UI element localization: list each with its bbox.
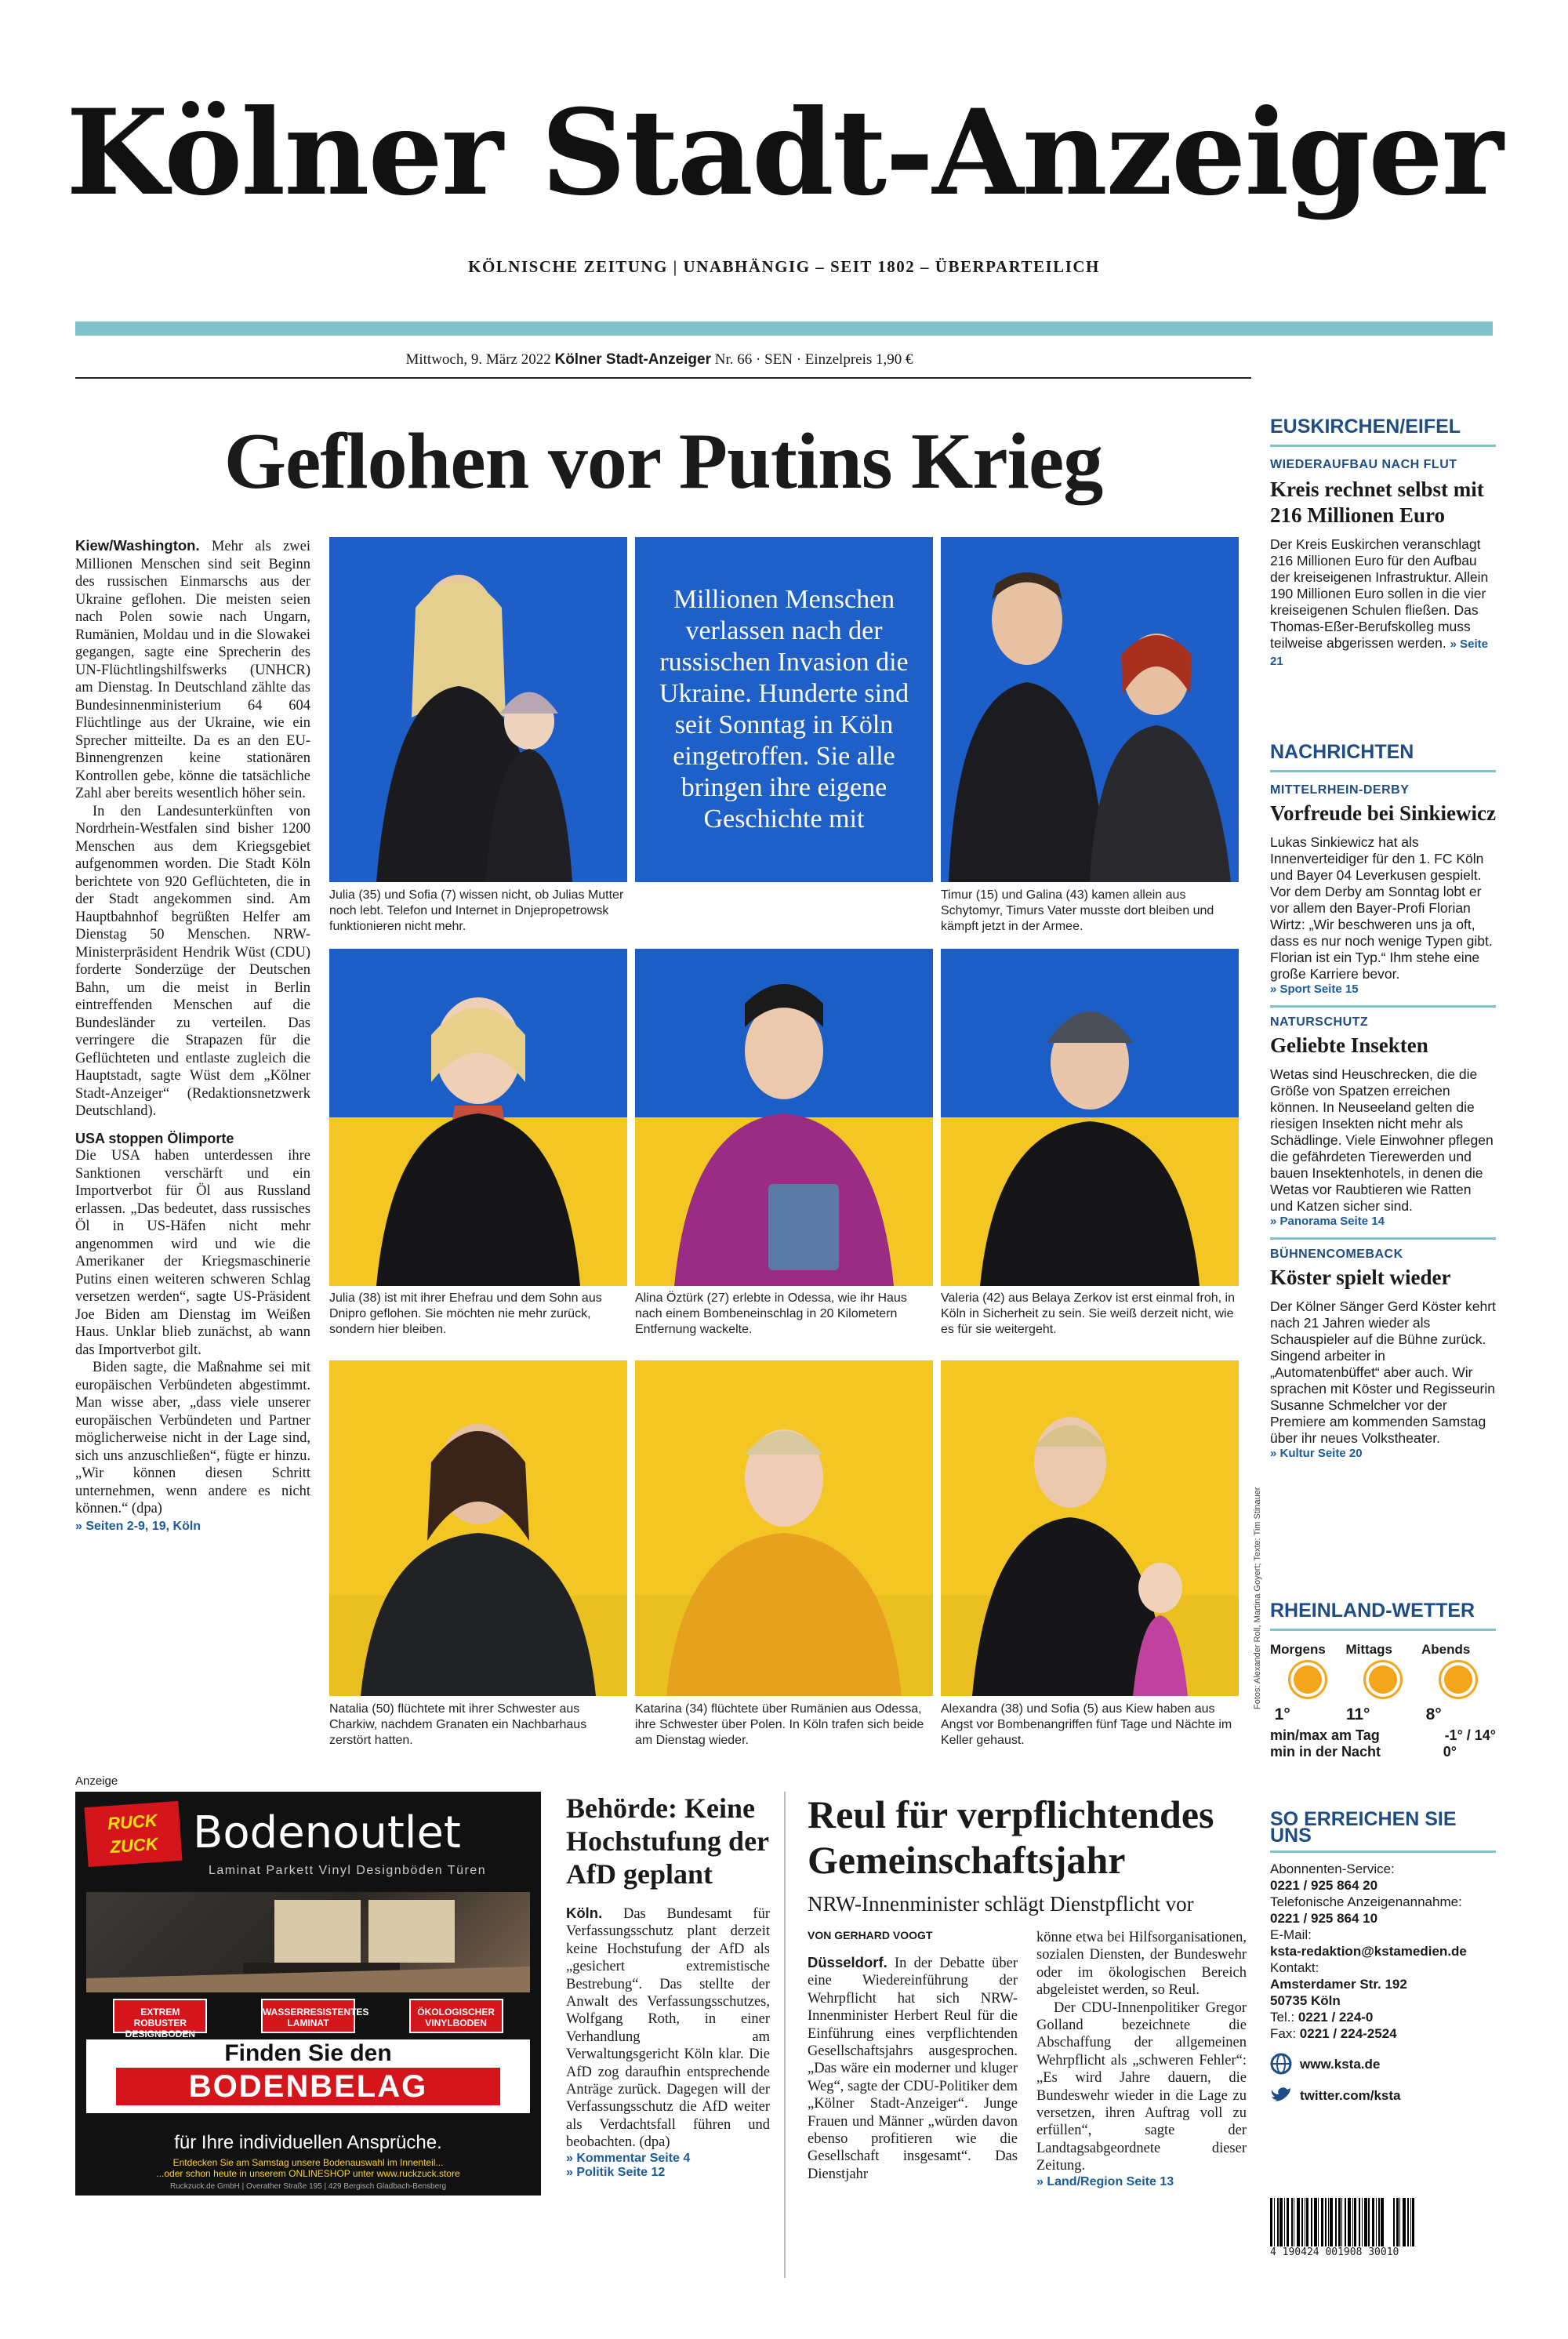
issue-date: Mittwoch, 9. März 2022: [405, 351, 551, 368]
ad-cta: [75, 2041, 541, 2105]
refugee-portrait-icon: [329, 949, 627, 1286]
email-label: E-Mail:: [1270, 1927, 1312, 1942]
lead-paragraph-1: Kiew/Washington. Mehr als zwei Millionen Menschen sind seit Beginn des russischen Einmarschs aus der Ukraine geflohen. Die meisten seien nach Polen sowie nach Ungarn, Rumänien, Moldau und in die Slowakei gegangen, sagte eine Sprecherin des UN-Flüchtlingshilfswerks (UNHCR) am Dienstag. In Deutschland zählte das Bundesinnenministerium 64 604 Flüchtlinge aus der Ukraine, wie ein Sprecher mitteilte. Da es an den EU-Binnengrenzen keine stationären Kontrollen gebe, könne die tatsächliche Zahl aber bereits wesentlich höher sein.: [75, 537, 311, 801]
ad-footer-line2[interactable]: ...oder schon heute in unserem ONLINESHOP unter www.ruckzuck.store: [156, 2168, 460, 2179]
reul-body-2: könne etwa bei Hilfsorganisationen, sozialen Diensten, der Bundeswehr oder im ökologischen Bereich abgeleistet werden, so Reul.: [1036, 1930, 1247, 1999]
lead-dateline: Kiew/Washington.: [75, 537, 200, 554]
weather-evening: [1421, 1642, 1496, 1724]
weather-night-value: 0°: [1443, 1744, 1457, 1760]
lead-paragraph-3: Die USA haben unterdessen ihre Sanktionen verschärft und ein Importverbot für Öl aus Russland erlassen. „Das bedeutet, dass russisches Öl in US-Häfen nicht mehr angenommen wird und wie die Amerikaner der Kriegsmaschinerie Putins einen weiteren schweren Schlag versetzen werden“, sagte US-Präsident Joe Biden am Dienstag im Weißen Haus. Unklar blieb zunächst, ab wann das Importverbot gilt.: [75, 1148, 310, 1358]
body-derby: Lukas Sinkiewicz hat als Innenverteidiger für den 1. FC Köln und Bayer 04 Leverkusen gespielt. Vor dem Derby am Sonntag lobt er vor allem den Bayer-Profi Florian Wirtz: „Wir beschweren uns ja oft, dass es nur noch wenige Typen gibt. Florian ist ein Typ.“ Ihm stehe eine große Karriere bevor.: [1270, 834, 1493, 982]
weather-label: Abends: [1421, 1642, 1471, 1657]
ref-naturschutz[interactable]: » Panorama Seite 14: [1270, 1215, 1385, 1228]
refugee-portrait-icon: [941, 1360, 1239, 1696]
city: 50735 Köln: [1270, 1993, 1341, 2008]
ad-badges: [86, 1999, 530, 2039]
caption-1: Julia (35) und Sofia (7) wissen nicht, ob Julias Mutter noch lebt. Telefon und Internet in Dnjepropetrowsk funktionieren nicht mehr.: [329, 888, 624, 933]
afd-ref-1[interactable]: » Kommentar Seite 4: [566, 2151, 691, 2165]
weather-temp: 1°: [1274, 1705, 1290, 1723]
photo-intro-box: Millionen Menschen verlassen nach der russischen Invasion die Ukraine. Hunderte sind seit Sonntag in Köln eingetroffen. Sie alle bringen ihre eigene Geschichte mit: [635, 537, 933, 882]
weather-noon: [1345, 1642, 1420, 1724]
weather-label: Mittags: [1345, 1642, 1392, 1657]
lead-headline: Geflohen vor Putins Krieg: [223, 417, 1103, 506]
ad-footer-line1: Entdecken Sie am Samstag unsere Bodenauswahl im Innenteil...: [172, 2157, 444, 2168]
ad-cta-line3-text: für Ihre individuellen Ansprüche.: [174, 2132, 442, 2153]
bodenoutlet-ad[interactable]: [75, 1792, 541, 2129]
barcode-number: 4 190424 001908 30010: [1270, 2246, 1399, 2258]
photo-timur-galina: [941, 537, 1239, 882]
divider: [1270, 1005, 1496, 1008]
ref-buehne[interactable]: » Kultur Seite 20: [1270, 1447, 1363, 1460]
title-flut: Kreis rechnet selbst mit 216 Millionen Euro: [1270, 478, 1484, 527]
section-head-nachrichten[interactable]: NACHRICHTEN: [1270, 741, 1496, 772]
subscriber-phone[interactable]: 0221 / 925 864 20: [1270, 1878, 1378, 1893]
reul-columns: [808, 1929, 1247, 2189]
reul-column-1: [808, 1929, 1018, 2189]
reul-body-1: Düsseldorf. In der Debatte über eine Wiedereinführung der Wehrpflicht hat sich NRW-Innenminister Herbert Reul für die Einführung eines verpflichtenden Gesellschaftsjahrs ausgesprochen. „Das wäre ein moderner und kluger Weg“, sagte der CDU-Politiker dem „Kölner Stadt-Anzeiger“. Junge Frauen und Männer „würden davon ebenso profitieren wie die Gesellschaft insgesamt“. Das Dienstjahr: [808, 1954, 1018, 2182]
ad-cta-line1: Finden Sie den: [224, 2040, 392, 2066]
lead-page-ref[interactable]: » Seiten 2-9, 19, Köln: [75, 1519, 201, 1533]
weather-minmax-label: min/max am Tag: [1270, 1727, 1380, 1743]
caption-5: Valeria (42) aus Belaya Zerkov ist erst einmal froh, in Köln in Sicherheit zu sein. Sie weiß derzeit nicht, wie es für sie weitergeht.: [941, 1291, 1235, 1336]
ref-derby[interactable]: » Sport Seite 15: [1270, 982, 1359, 996]
ad-subline: Laminat Parkett Vinyl Designböden Türen: [209, 1864, 487, 1877]
kicker-naturschutz: NATURSCHUTZ: [1270, 1015, 1369, 1029]
fax-line: Fax: 0221 / 224-2524: [1270, 2026, 1397, 2041]
ad-logo: RUCK ZUCK: [84, 1801, 182, 1867]
refugee-portrait-icon: [941, 949, 1239, 1286]
caption-2: Timur (15) und Galina (43) kamen allein aus Schytomyr, Timurs Vater musste dort bleiben und kämpft jetzt in der Armee.: [941, 888, 1214, 933]
interior-room-icon: [86, 1892, 530, 1992]
twitter-bird-icon: [1270, 2086, 1292, 2105]
ad-footer-line3: Ruckzuck.de GmbH | Overather Straße 195 | 429 Bergisch Gladbach-Bensberg: [169, 2182, 447, 2191]
reul-body-3: Der CDU-Innenpolitiker Gregor Golland bezeichnete die Abschaffung der allgemeinen Wehrpflicht als „schweren Fehler“: „Es wird Jahre dauern, die Bundeswehr wieder in die Lage zu versetzen, ihren Auftrag voll zu erfüllen“, sagte der Landtagsabgeordnete dieser Zeitung.: [1036, 1999, 1247, 2174]
body-flut: Der Kreis Euskirchen veranschlagt 216 Millionen Euro für den Aufbau der kreiseigenen Infrastruktur. Allein 190 Millionen Euro sollen in die vier kreiseigenen Schulen fließen. Das Thomas-Eßer-Berufskolleg muss teilweise abgerissen werden. » Seite 21: [1270, 536, 1489, 668]
masthead-rule: [75, 321, 1493, 336]
ad-badge: WASSERRESISTENTES LAMINAT: [261, 1999, 355, 2033]
body-buehne: Der Kölner Sänger Gerd Köster kehrt nach 21 Jahren wieder als Schauspieler auf die Bühne zurück. Singend arbeiter in „Automatenbüffet“ aber auch. Wir sprachen mit Köster und Regisseurin Susanne Schmelcher vor der Premiere am kommenden Samstag über ihr neues Volkstheater.: [1270, 1298, 1496, 1446]
dateline: [75, 351, 1243, 369]
photo-julia-38: [329, 949, 627, 1286]
refugee-portrait-icon: [329, 1360, 627, 1696]
refugee-portrait-icon: [635, 949, 933, 1286]
twitter-link[interactable]: twitter.com/ksta: [1270, 2086, 1496, 2105]
weather-night-label: min in der Nacht: [1270, 1744, 1381, 1760]
sun-icon: [1369, 1665, 1397, 1694]
weather-night: [1270, 1744, 1496, 1760]
caption-8: Alexandra (38) und Sofia (5) aus Kiew haben aus Angst vor Bombenangriffen fünf Tage und Nächte im Keller gehaust.: [941, 1702, 1232, 1747]
reul-headline: Reul für verpflichtendes Gemeinschaftsjahr: [808, 1792, 1214, 1882]
weather-minmax: [1270, 1727, 1496, 1744]
weather-grid: [1270, 1642, 1496, 1724]
reul-column-2: [1036, 1929, 1247, 2189]
photo-natalia: [329, 1360, 627, 1696]
refugee-portrait-icon: [635, 1360, 933, 1696]
caption-4: Alina Öztürk (27) erlebte in Odessa, wie ihr Haus nach einem Bombeneinschlag in 20 Kilometern Entfernung wackelte.: [635, 1291, 907, 1336]
afd-ref-2[interactable]: » Politik Seite 12: [566, 2165, 666, 2179]
column-divider: [784, 1792, 786, 2278]
lead-subhead: USA stoppen Ölimporte: [75, 1130, 234, 1146]
weather-temp: 11°: [1345, 1705, 1370, 1723]
section-head-euskirchen[interactable]: EUSKIRCHEN/EIFEL: [1270, 416, 1496, 447]
reul-ref[interactable]: » Land/Region Seite 13: [1036, 2174, 1174, 2188]
reul-article: [808, 1792, 1247, 2189]
ad-room-image: [86, 1892, 530, 1992]
afd-headline: Behörde: Keine Hochstufung der AfD geplant: [566, 1792, 769, 1890]
sun-icon: [1294, 1665, 1322, 1694]
afd-article: [566, 1792, 770, 2180]
weather-minmax-value: -1° / 14°: [1444, 1727, 1496, 1743]
section-nachrichten: [1270, 741, 1496, 1460]
photo-credit: Fotos: Alexander Roll, Martina Goyert; Texte: Tim Stinauer: [1253, 1487, 1262, 1709]
masthead-tagline: KÖLNISCHE ZEITUNG | UNABHÄNGIG – SEIT 1802 – ÜBERPARTEILICH: [468, 257, 1100, 276]
subscriber-label: Abonnenten-Service:: [1270, 1861, 1395, 1876]
ad-badge: ÖKOLOGISCHER VINYLBODEN: [409, 1999, 503, 2033]
section-head-contact[interactable]: SO ERREICHEN SIE UNS: [1270, 1811, 1496, 1853]
ad-cta-line2: BODENBELAG: [116, 2068, 500, 2105]
issue-details: Nr. 66 · SEN · Einzelpreis 1,90 €: [714, 351, 913, 368]
ads-phone[interactable]: 0221 / 925 864 10: [1270, 1911, 1378, 1926]
title-naturschutz: Geliebte Insekten: [1270, 1033, 1428, 1057]
divider: [1270, 1237, 1496, 1240]
refugee-portrait-icon: [329, 537, 627, 882]
section-euskirchen: [1270, 416, 1496, 670]
kicker-derby: MITTELRHEIN-DERBY: [1270, 783, 1410, 797]
dateline-paper: Kölner Stadt-Anzeiger: [554, 351, 711, 368]
ad-brand: Bodenoutlet: [193, 1807, 461, 1858]
sun-icon: [1444, 1665, 1472, 1694]
body-naturschutz: Wetas sind Heuschrecken, die die Größe von Spatzen erreichen können. In Neuseeland gelten die riesigen Insekten nicht mehr als Schädlinge. Viele Einwohner pflegen die gefährdeten Tierewerden und bauen Insektenhotels, in denen die Wetas vor Raubtieren wie Ratten und Katzen sicher sind.: [1270, 1066, 1494, 1214]
refugee-portrait-icon: [941, 537, 1239, 882]
reul-subheadline: NRW-Innenminister schlägt Dienstpflicht vor: [808, 1892, 1194, 1916]
photo-alexandra-sofia: [941, 1360, 1239, 1696]
ref-flut[interactable]: » Seite 21: [1270, 637, 1488, 668]
reul-byline: VON GERHARD VOOGT: [808, 1929, 933, 1941]
ad-footer: [75, 2129, 541, 2196]
ads-label: Telefonische Anzeigenannahme:: [1270, 1894, 1462, 1909]
kicker-flut: WIEDERAUFBAU NACH FLUT: [1270, 458, 1457, 471]
caption-3: Julia (38) ist mit ihrer Ehefrau und dem Sohn aus Dnipro geflohen. Sie möchten nie mehr zurück, sondern hier bleiben.: [329, 1291, 602, 1336]
barcode: [1270, 2192, 1496, 2258]
street: Amsterdamer Str. 192: [1270, 1977, 1407, 1992]
weather-label: Morgens: [1270, 1642, 1326, 1657]
lead-paragraph-2: In den Landesunterkünften von Nordrhein-Westfalen sind bisher 1200 Menschen aus dem Kriegsgebiet aufgenommen worden. Die Stadt Köln berichtete von 920 Geflüchteten, die in der Stadt angekommen sind. Am Hauptbahnhof begrüßten Helfer am Dienstag 50 Menschen. NRW-Ministerpräsident Hendrik Wüst (CDU) forderte Sonderzüge der Deutschen Bahn, um die meist in Berlin eintreffenden Menschen auf die Bundesländer zu verteilen. Das verringere die Strapazen für die Geflüchteten und entlaste zugleich die Hauptstadt, sagte Wüst dem „Kölner Stadt-Anzeiger“ (Redaktionsnetzwerk Deutschland).: [75, 803, 310, 1119]
afd-dateline: Köln.: [566, 1905, 603, 1921]
ad-label: Anzeige: [75, 1774, 118, 1788]
web-link[interactable]: www.ksta.de: [1270, 2053, 1496, 2075]
caption-7: Katarina (34) flüchtete über Rumänien aus Odessa, ihre Schwester über Polen. In Köln trafen sich beide am Dienstag wieder.: [635, 1702, 924, 1747]
title-derby: Vorfreude bei Sinkiewicz: [1270, 801, 1496, 825]
photo-katarina: [635, 1360, 933, 1696]
contact-label: Kontakt:: [1270, 1960, 1319, 1975]
caption-6: Natalia (50) flüchtete mit ihrer Schwester aus Charkiw, nachdem Granaten ein Nachbarhaus zerstört hatten.: [329, 1702, 587, 1747]
masthead-logo: Kölner Stadt-Anzeiger: [66, 84, 1502, 222]
section-head-weather[interactable]: RHEINLAND-WETTER: [1270, 1600, 1496, 1631]
ad-badge: EXTREM ROBUSTER DESIGNBODEN: [113, 1999, 207, 2033]
globe-icon: [1270, 2053, 1292, 2075]
contact-box: [1270, 1808, 1496, 2105]
photo-alina: [635, 949, 933, 1286]
reul-dateline: Düsseldorf.: [808, 1954, 887, 1970]
weather-box: [1270, 1600, 1496, 1760]
title-buehne: Köster spielt wieder: [1270, 1266, 1451, 1289]
kicker-buehne: BÜHNENCOMEBACK: [1270, 1248, 1403, 1261]
weather-temp: 8°: [1425, 1705, 1442, 1723]
weather-morning: [1270, 1642, 1345, 1724]
afd-body: Köln. Das Bundesamt für Verfassungsschutz plant derzeit keine Hochstufung der AfD als „gesichert extremistische Bestrebung“. Das stellte der Anwalt des Verfassungsschutzes, Wolfgang Roth, in einer Verhandlung am Verwaltungsgericht Köln klar. Die AfD zog daraufhin entsprechende Anträge zurück. Dagegen will der Verfassungsschutz die AfD weiter als Verdachtsfall führen und beobachten. (dpa): [566, 1905, 770, 2151]
barcode-bars: [1270, 2192, 1496, 2246]
lead-article: [75, 537, 310, 1535]
lead-paragraph-4: Biden sagte, die Maßnahme sei mit europäischen Verbündeten abgestimmt. Man wisse aber, „dass viele unserer europäischen Verbündeten und Partner möglicherweise nicht in der Lage sind, sich uns anzuschließen“, fügte er hinzu. „Wir können diesen Schritt unternehmen, wenn andere es nicht können.“ (dpa): [75, 1360, 310, 1516]
header-divider: [75, 377, 1251, 379]
photo-valeria: [941, 949, 1239, 1286]
tel-line: Tel.: 0221 / 224-0: [1270, 2010, 1374, 2025]
photo-julia-sofia: [329, 537, 627, 882]
email-link[interactable]: ksta-redaktion@kstamedien.de: [1270, 1944, 1467, 1959]
